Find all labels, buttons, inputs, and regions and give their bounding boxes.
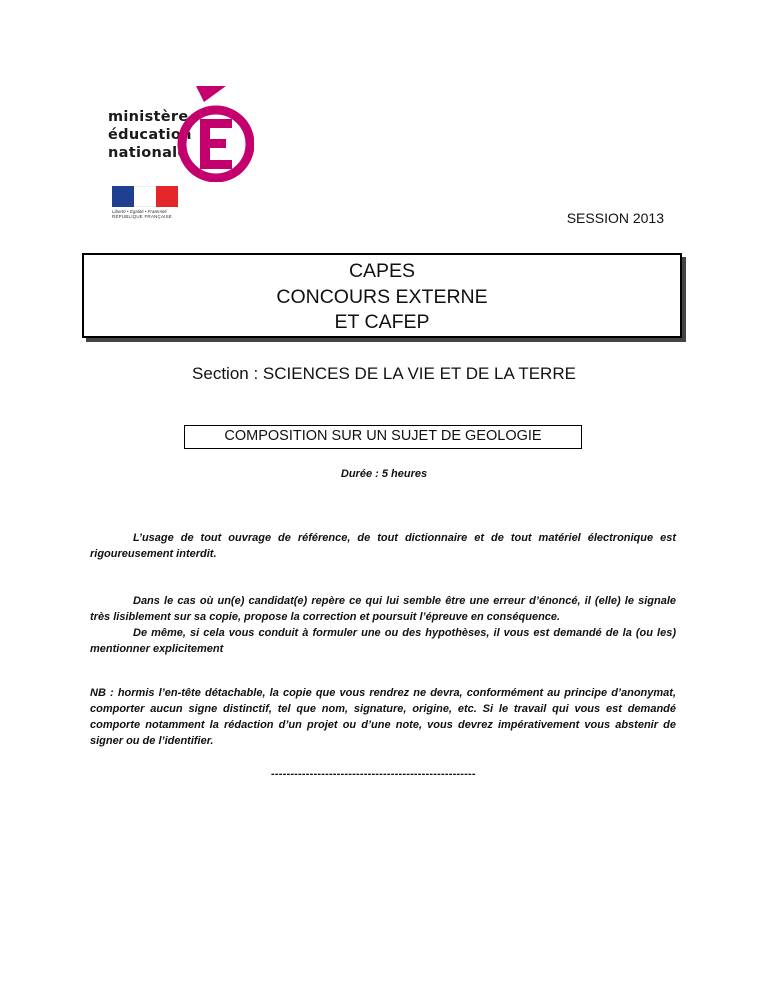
instruction-paragraph-2: Dans le cas où un(e) candidat(e) repère ce qui lui semble être une erreur d’énoncé, il (elle) le signale très lisiblement sur sa copie, propose la correction et poursuit l’épreuve en conséquence. [90,595,676,623]
logo-line-1: ministère [108,109,189,125]
logo-e-icon [174,84,254,182]
republique-motto: Liberté • Égalité • Fraternité [112,209,167,214]
separator-line: ----------------------------------------------------- [271,768,476,780]
republique-francaise-logo [112,186,178,226]
logo-line-3: nationale [108,145,188,161]
exam-title-line-2: CONCOURS EXTERNE [276,285,488,308]
duration: Durée : 5 heures [340,468,428,480]
logo-line-2: éducation [108,127,192,143]
nb-paragraph: NB : hormis l’en-tête détachable, la copie que vous rendrez ne devra, conformément au principe d’anonymat, comporter aucun signe distinctif, tel que nom, signature, origine, etc. Si le travail qui vous est demandé comporte notamment la rédaction d’un projet ou d’une note, vous devrez impérativement vous abstenir de signer ou de l’identifier. [90,687,676,747]
exam-title-line-1: CAPES [348,260,416,282]
section-heading: Section : SCIENCES DE LA VIE ET DE LA TERRE [192,364,576,383]
exam-title-box [82,253,682,338]
composition-title: COMPOSITION SUR UN SUJET DE GEOLOGIE [184,425,582,449]
instruction-paragraph-1: L’usage de tout ouvrage de référence, de tout dictionnaire et de tout matériel électronique est rigoureusement interdit. [90,532,676,560]
republique-name: RÉPUBLIQUE FRANÇAISE [112,214,173,219]
session-label: SESSION 2013 [566,210,664,226]
instruction-paragraph-3: De même, si cela vous conduit à formuler une ou des hypothèses, il vous est demandé de la (ou les) mentionner explicitement [90,627,676,655]
french-flag-icon [112,186,178,207]
exam-title-line-3: ET CAFEP [334,311,430,333]
